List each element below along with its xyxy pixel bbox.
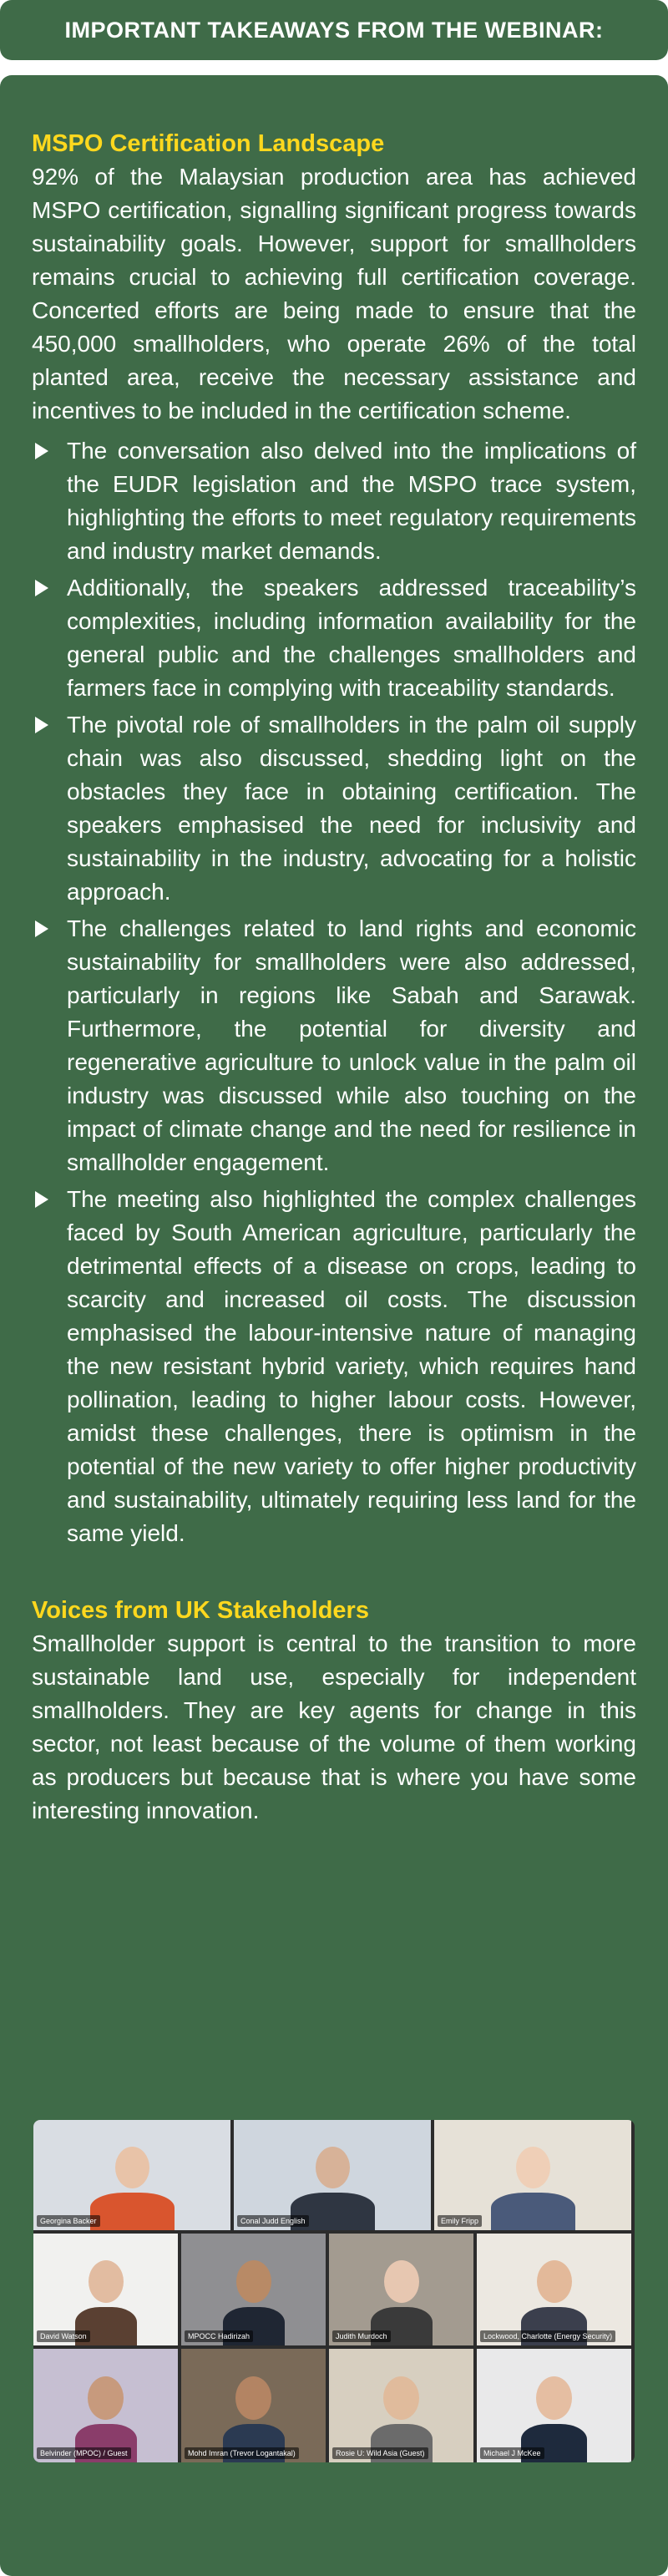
participant-name-label: Belvinder (MPOC) / Guest: [37, 2447, 131, 2459]
participant-tile: [234, 2120, 431, 2230]
participant-tile: [329, 2234, 473, 2345]
participant-head: [537, 2260, 572, 2303]
panel-content: [32, 127, 636, 1828]
participant-head: [384, 2260, 419, 2303]
takeaway-list: [32, 434, 636, 1550]
takeaway-text: Additionally, the speakers addressed traceability’s complexities, including information availability for the general public and the challenges smallholders and farmers face in complying with traceability standards.: [67, 575, 636, 701]
participant-head: [89, 2260, 124, 2303]
participant-head: [316, 2147, 350, 2188]
takeaway-text: The pivotal role of smallholders in the palm oil supply chain was also discussed, shedding light on the obstacles they face in obtaining certification. The speakers emphasised the need for inclusivity and sustainability in the industry, advocating for a holistic approach.: [67, 712, 636, 905]
triangle-bullet-icon: [35, 920, 48, 937]
participant-tile: [477, 2349, 631, 2462]
triangle-bullet-icon: [35, 443, 48, 459]
participant-body: [491, 2193, 575, 2230]
participant-name-label: Georgina Backer: [37, 2215, 100, 2227]
uk-stakeholders-paragraph: Smallholder support is central to the transition to more sustainable land use, especially for independent smallholders. They are key agents for change in this sector, not least because of the volume of them working as producers but because that is where you have some interesting innovation.: [32, 1630, 636, 1823]
takeaway-text: The challenges related to land rights and economic sustainability for smallholders were also addressed, particularly in regions like Sabah and Sarawak. Furthermore, the potential for diversity and regenerative agriculture to unlock value in the palm oil industry was discussed while also touching on the impact of climate change and the need for resilience in smallholder engagement.: [67, 915, 636, 1175]
takeaway-item: [32, 912, 636, 1179]
participant-name-label: Emily Fripp: [438, 2215, 482, 2227]
participant-tile: [477, 2234, 631, 2345]
participant-head: [516, 2147, 550, 2188]
participant-body: [90, 2193, 175, 2230]
participant-name-label: Rosie U: Wild Asia (Guest): [332, 2447, 428, 2459]
takeaway-text: The meeting also highlighted the complex challenges faced by South American agriculture, particularly the detrimental effects of a disease on crops, leading to scarcity and increased oil costs. The discussion emphasised the labour-intensive nature of managing the new resistant hybrid variety, which requires hand pollination, leading to higher labour costs. However, amidst these challenges, there is optimism in the potential of the new variety to offer higher productivity and sustainability, ultimately requiring less land for the same yield.: [67, 1186, 636, 1546]
triangle-bullet-icon: [35, 717, 48, 733]
participant-tile: [329, 2349, 473, 2462]
header-title: IMPORTANT TAKEAWAYS FROM THE WEBINAR:: [64, 17, 604, 43]
participant-head: [236, 2260, 271, 2303]
participant-name-label: Judith Murdoch: [332, 2330, 391, 2342]
section-title-mspo: MSPO Certification Landscape: [32, 130, 385, 157]
participant-tile: [181, 2349, 326, 2462]
takeaway-item: [32, 571, 636, 705]
section-intro-paragraph: 92% of the Malaysian production area has achieved MSPO certification, signalling significant progress towards sustainability goals. However, support for smallholders remains crucial to achieving full certification coverage. Concerted efforts are being made to ensure that the 450,000 smallholders, who operate 26% of the total planted area, receive the necessary assistance and incentives to be included in the certification scheme.: [32, 164, 636, 423]
triangle-bullet-icon: [35, 1191, 48, 1208]
participant-name-label: David Watson: [37, 2330, 90, 2342]
takeaway-item: [32, 1183, 636, 1550]
uk-stakeholders-section: [32, 1594, 636, 1828]
participant-name-label: MPOCC Hadirizah: [185, 2330, 253, 2342]
takeaway-item: [32, 708, 636, 909]
participant-tile: [181, 2234, 326, 2345]
participant-head: [383, 2376, 419, 2420]
participant-name-label: Mohd Imran (Trevor Logantakal): [185, 2447, 299, 2459]
participant-head: [536, 2376, 572, 2420]
participant-head: [235, 2376, 271, 2420]
triangle-bullet-icon: [35, 580, 48, 596]
participant-name-label: Michael J McKee: [480, 2447, 544, 2459]
participant-tile: [33, 2349, 178, 2462]
takeaway-item: [32, 434, 636, 568]
participant-head: [115, 2147, 149, 2188]
webinar-header-banner: [0, 0, 668, 60]
participant-name-label: Conal Judd English: [237, 2215, 309, 2227]
participant-name-label: Lockwood, Charlotte (Energy Security): [480, 2330, 615, 2342]
participant-head: [88, 2376, 124, 2420]
participant-tile: [434, 2120, 631, 2230]
video-call-screenshot: [33, 2120, 635, 2462]
takeaway-text: The conversation also delved into the implications of the EUDR legislation and the MSPO trace system, highlighting the efforts to meet regulatory requirements and industry market demands.: [67, 438, 636, 564]
section-title-uk-stakeholders: Voices from UK Stakeholders: [32, 1597, 369, 1624]
participant-tile: [33, 2234, 178, 2345]
participant-tile: [33, 2120, 230, 2230]
